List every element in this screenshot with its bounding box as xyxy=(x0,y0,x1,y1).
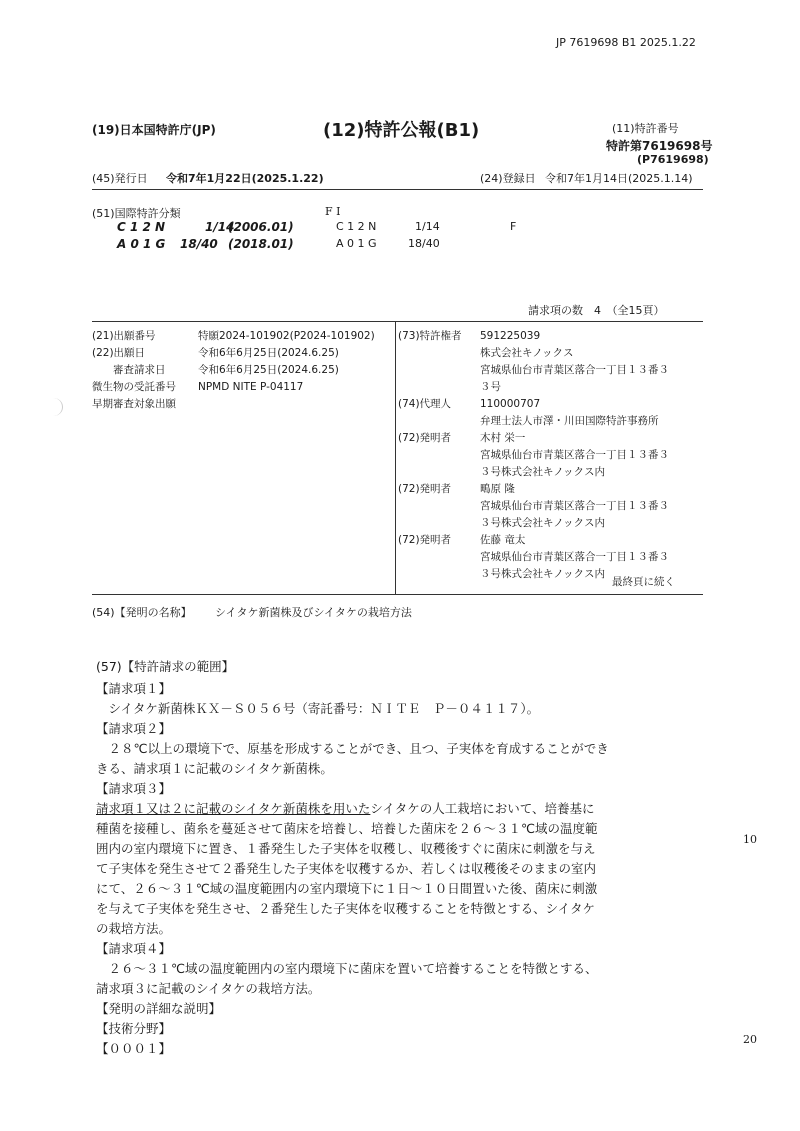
claim-text-line xyxy=(96,799,595,817)
bib-bottom-rule xyxy=(92,594,703,595)
bib-left-label: (22)出願日 xyxy=(92,347,146,359)
claim-2-heading: 【請求項２】 xyxy=(96,721,172,736)
header-rule xyxy=(92,189,703,190)
bib-right-value: 宮城県仙台市青葉区落合一丁目１３番３ xyxy=(480,449,669,461)
bib-left-label: 審査請求日 xyxy=(92,364,166,376)
bib-right-value: 宮城県仙台市青葉区落合一丁目１３番３ xyxy=(480,364,669,376)
line-number: 20 xyxy=(743,1033,757,1046)
bib-right-value: 佐藤 竜太 xyxy=(480,534,526,546)
bib-right-value: 110000707 xyxy=(480,398,541,410)
bib-right-label: (73)特許権者 xyxy=(398,330,462,342)
line-number: 10 xyxy=(743,833,757,846)
document-number: JP 7619698 B1 2025.1.22 xyxy=(556,36,696,49)
ipc-version-1: (2006.01) xyxy=(228,220,294,234)
claims-heading: (57)【特許請求の範囲】 xyxy=(96,659,235,674)
continued-note: 最終頁に続く xyxy=(612,576,675,588)
claim-text-line: きる、請求項１に記載のシイタケ新菌株。 xyxy=(96,761,333,776)
claim-text-line: を与えて子実体を発生させ、２番発生した子実体を収穫することを特徴とする、シイタケ xyxy=(96,901,596,916)
bib-right-label: (72)発明者 xyxy=(398,483,452,495)
bib-right-label: (72)発明者 xyxy=(398,432,452,444)
issue-date: 令和7年1月22日(2025.1.22) xyxy=(166,172,324,185)
claim-4-heading: 【請求項４】 xyxy=(96,941,172,956)
bib-left-label: (21)出願番号 xyxy=(92,330,156,342)
bib-right-value: ３号 xyxy=(480,381,501,393)
fi-label: F I xyxy=(325,205,341,218)
bib-right-value: 弁理士法人市澤・川田国際特許事務所 xyxy=(480,415,659,427)
claim-text-line: 種菌を接種し、菌糸を蔓延させて菌床を培養し、培養した菌床を２６～３１℃域の温度範 xyxy=(96,821,598,836)
bib-right-value: 鴫原 隆 xyxy=(480,483,515,495)
fi-class-1: C 1 2 N xyxy=(336,220,377,233)
bib-top-rule xyxy=(92,321,703,322)
fi-code-1: 1/14 xyxy=(415,220,440,233)
claim-text-line: シイタケ新菌株ＫＸ－Ｓ０５６号（寄託番号：ＮＩＴＥ Ｐ－０４１１７）。 xyxy=(96,701,540,716)
bib-right-value: 宮城県仙台市青葉区落合一丁目１３番３ xyxy=(480,500,669,512)
ipc-label: (51)国際特許分類 xyxy=(92,207,181,220)
registration-date: 令和7年1月14日(2025.1.14) xyxy=(545,172,693,185)
bib-right-value: 591225039 xyxy=(480,330,541,342)
bib-left-value: NPMD NITE P-04117 xyxy=(198,381,304,393)
bib-right-value: 木村 栄一 xyxy=(480,432,526,444)
ipc-code-2: 18/40 xyxy=(180,237,218,251)
invention-title: シイタケ新菌株及びシイタケの栽培方法 xyxy=(215,606,412,619)
ipc-code-1: 1/14 xyxy=(205,220,235,234)
claim-text-line: ２８℃以上の環境下で、原基を形成することができ、且つ、子実体を育成することができ xyxy=(96,741,609,756)
issue-date-label: (45)発行日 xyxy=(92,172,148,185)
bib-right-value: 宮城県仙台市青葉区落合一丁目１３番３ xyxy=(480,551,669,563)
bib-right-label: (74)代理人 xyxy=(398,398,452,410)
claim-text-line: にて、２６～３１℃域の温度範囲内の室内環境下に１日～１０日間置いた後、菌床に刺激 xyxy=(96,881,598,896)
invention-title-label: (54)【発明の名称】 xyxy=(92,606,192,619)
bib-left-label: 微生物の受託番号 xyxy=(92,381,176,393)
patent-number-label: (11)特許番号 xyxy=(612,122,679,135)
ipc-version-2: (2018.01) xyxy=(228,237,294,251)
claim-1-heading: 【請求項１】 xyxy=(96,681,172,696)
technical-field-heading: 【技術分野】 xyxy=(96,1021,172,1036)
bib-left-value: 令和6年6月25日(2024.6.25) xyxy=(198,347,339,359)
fi-code-2: 18/40 xyxy=(408,237,440,250)
claim-text-line: 囲内の室内環境下に置き、１番発生した子実体を収穫し、収穫後すぐに菌床に刺激を与え xyxy=(96,841,596,856)
registration-date-label: (24)登録日 xyxy=(480,172,536,185)
bib-left-value: 令和6年6月25日(2024.6.25) xyxy=(198,364,339,376)
ipc-class-2: A 0 1 G xyxy=(117,237,166,251)
claim-text-line: の栽培方法。 xyxy=(96,921,172,936)
bib-right-value: ３号株式会社キノックス内 xyxy=(480,568,605,580)
claim-text-fragment: シイタケの人工栽培において、培養基に xyxy=(370,801,595,816)
patent-code: (P7619698) xyxy=(637,153,709,166)
patent-number: 特許第7619698号 xyxy=(606,139,713,153)
bib-left-value: 特願2024-101902(P2024-101902) xyxy=(198,330,375,342)
detailed-description-heading: 【発明の詳細な説明】 xyxy=(96,1001,222,1016)
publication-title: (12)特許公報(B1) xyxy=(323,120,480,141)
claim-text-line: て子実体を発生させて２番発生した子実体を収穫するか、若しくは収穫後そのままの室内 xyxy=(96,861,597,876)
underlined-text: 請求項１又は２に記載のシイタケ新菌株を用いた xyxy=(96,801,371,816)
ipc-class-1: C 1 2 N xyxy=(117,220,166,234)
bib-left-label: 早期審査対象出願 xyxy=(92,398,176,410)
bib-right-value: ３号株式会社キノックス内 xyxy=(480,466,605,478)
bib-right-value: ３号株式会社キノックス内 xyxy=(480,517,605,529)
paragraph-number: 【０００１】 xyxy=(96,1041,172,1056)
bib-right-label: (72)発明者 xyxy=(398,534,452,546)
fi-class-2: A 0 1 G xyxy=(336,237,377,250)
claim-3-heading: 【請求項３】 xyxy=(96,781,172,796)
punch-hole-mark xyxy=(44,398,63,416)
bib-divider xyxy=(395,321,396,594)
bib-right-value: 株式会社キノックス xyxy=(480,347,574,359)
claim-text-line: ２６～３１℃域の温度範囲内の室内環境下に菌床を置いて培養することを特徴とする、 xyxy=(96,961,598,976)
fi-suffix-1: F xyxy=(510,220,517,233)
claim-text-line: 請求項３に記載のシイタケの栽培方法。 xyxy=(96,981,321,996)
issuing-office: (19)日本国特許庁(JP) xyxy=(92,123,216,137)
claims-count: 請求項の数 4 （全15頁） xyxy=(528,304,665,317)
